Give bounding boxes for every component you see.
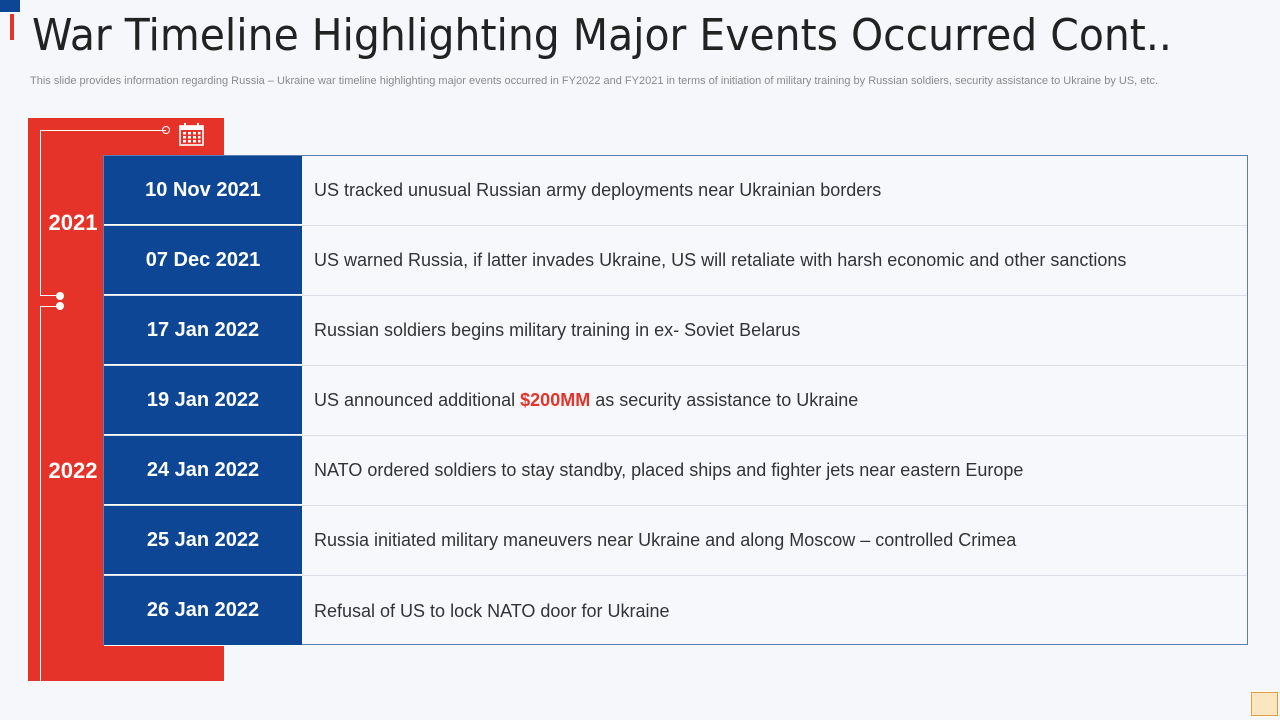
event-date: 25 Jan 2022 [104,506,302,575]
page-title: War Timeline Highlighting Major Events Occurred Cont.. [32,10,1172,61]
timeline-2022-head [40,306,58,307]
table-row [104,226,1247,296]
timeline-top-tick [162,126,170,134]
event-description [314,366,1237,435]
table-row [104,436,1247,506]
timeline-top-connector [40,130,166,131]
events-table [103,155,1248,645]
table-row [104,576,1247,646]
event-date: 17 Jan 2022 [104,296,302,365]
page-subtitle: This slide provides information regarding Russia – Ukraine war timeline highlighting major events occurred in FY2022 and FY2021 in terms of initiation of military training by Russian soldiers, security assistance to Ukraine by US, etc. [30,75,1159,87]
table-row [104,296,1247,366]
event-date: 26 Jan 2022 [104,576,302,646]
event-description: Russia initiated military maneuvers near Ukraine and along Moscow – controlled Crimea [314,530,1017,550]
calendar-icon [179,123,204,146]
amount-highlight: $200MM [520,390,591,410]
event-description: US tracked unusual Russian army deployments near Ukrainian borders [314,180,882,200]
event-date: 24 Jan 2022 [104,436,302,505]
event-description: Refusal of US to lock NATO door for Ukraine [314,600,670,621]
title-accent-bar [10,14,14,40]
event-text-before: US announced additional [314,390,516,410]
event-description: US warned Russia, if latter invades Ukraine, US will retaliate with harsh economic and other sanctions [314,250,1127,270]
event-date: 19 Jan 2022 [104,366,302,435]
event-description: NATO ordered soldiers to stay standby, placed ships and fighter jets near eastern Europe [314,460,1024,480]
event-date: 07 Dec 2021 [104,226,302,295]
event-date: 10 Nov 2021 [104,156,302,225]
timeline-2022-vertical [40,306,41,681]
table-row [104,366,1247,436]
corner-accent [0,0,20,12]
year-label-2021: 2021 [48,210,98,235]
corner-decoration [1251,692,1278,716]
event-description: Russian soldiers begins military training in ex- Soviet Belarus [314,320,801,340]
event-text-after: as security assistance to Ukraine [595,390,859,410]
timeline-dot-2021 [56,292,64,300]
table-row [104,506,1247,576]
year-label-2022: 2022 [48,458,98,483]
table-row [104,156,1247,226]
